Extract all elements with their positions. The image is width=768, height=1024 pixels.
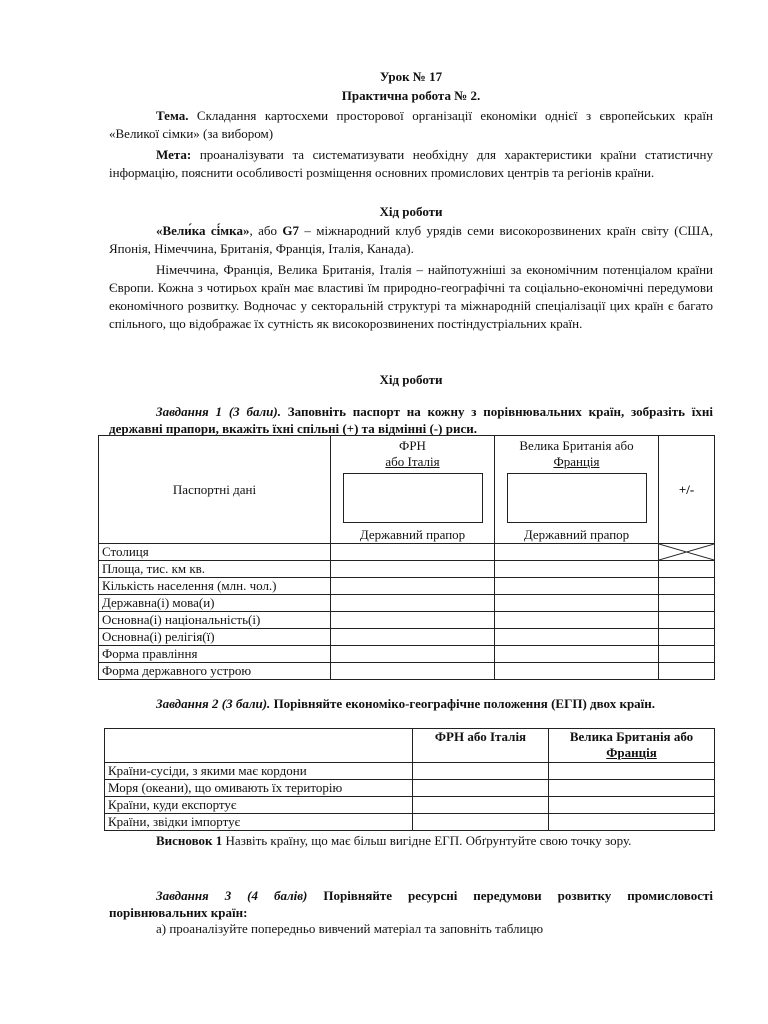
table-row xyxy=(99,629,715,646)
table-row xyxy=(105,797,715,814)
cell-plus-minus[interactable] xyxy=(659,612,715,629)
cell-country-b[interactable] xyxy=(495,646,659,663)
cell-plus-minus[interactable] xyxy=(659,561,715,578)
cell-country-a[interactable] xyxy=(331,629,495,646)
task2-label: Завдання 2 (3 бали). xyxy=(156,696,271,711)
row-label: Основна(і) національність(і) xyxy=(99,612,331,629)
egp-table xyxy=(104,728,715,831)
passport-header-row xyxy=(99,436,715,544)
table-row xyxy=(99,595,715,612)
header-country-a xyxy=(331,436,495,544)
cell-plus-minus[interactable] xyxy=(659,595,715,612)
cell-country-a[interactable] xyxy=(331,578,495,595)
row-label: Столиця xyxy=(99,544,331,561)
cell-country-b[interactable] xyxy=(495,612,659,629)
cell-country-b[interactable] xyxy=(495,561,659,578)
header-passport: Паспортні дані xyxy=(99,436,331,544)
passport-table xyxy=(98,435,715,680)
country-b-line2: Франція xyxy=(606,745,657,760)
goal-label: Мета: xyxy=(156,147,192,162)
egp-header-row xyxy=(105,729,715,763)
table-row xyxy=(99,544,715,561)
task1-label: Завдання 1 (3 бали). xyxy=(156,404,281,419)
cell-country-b[interactable] xyxy=(495,578,659,595)
row-label: Кількість населення (млн. чол.) xyxy=(99,578,331,595)
task3-text: Порівняйте ресурсні передумови розвитку промисловості порівнювальних країн: xyxy=(109,888,713,920)
country-b-line2: Франція xyxy=(553,454,600,469)
cell-country-a[interactable] xyxy=(413,814,549,831)
header-country-b xyxy=(549,729,715,763)
table-row xyxy=(99,561,715,578)
intro-rest: – міжнародний клуб урядів семи високорозвинених країн світу (США, Японія, Німеччина, Британія, Франція, Італія, Канада). xyxy=(109,223,713,256)
cell-country-a[interactable] xyxy=(413,780,549,797)
topic-text: Складання картосхеми просторової організації економіки однієї з європейських країн «Великої сімки» (за вибором) xyxy=(109,108,713,141)
cell-country-b[interactable] xyxy=(549,780,715,797)
cell-plus-minus[interactable] xyxy=(659,663,715,680)
cell-country-b[interactable] xyxy=(495,544,659,561)
section-heading-progress: Хід роботи xyxy=(379,204,443,219)
topic-label: Тема. xyxy=(156,108,189,123)
header-plus-minus: +/- xyxy=(659,436,715,544)
cell-country-b[interactable] xyxy=(549,814,715,831)
cell-country-a[interactable] xyxy=(331,595,495,612)
intro-paragraph-2: Німеччина, Франція, Велика Британія, Італія – найпотужніші за економічним потенціалом країни Європи. Кожна з чотирьох країн має властиві їм природно-географічні та соціально-економічні передумови економічного розвитку. Водночас у секторальній структурі та міжнародній спеціалізації цих країн є багато спільного, що відображає їх сутність як високорозвинених постіндустріальних країн. xyxy=(109,262,713,331)
cell-country-a[interactable] xyxy=(331,544,495,561)
cell-country-a[interactable] xyxy=(413,763,549,780)
country-a-line1: ФРН xyxy=(399,438,426,453)
row-label: Країни, звідки імпортує xyxy=(105,814,413,831)
flag-caption-b: Державний прапор xyxy=(523,527,630,542)
cell-plus-minus[interactable] xyxy=(659,578,715,595)
table-row xyxy=(99,612,715,629)
header-empty xyxy=(105,729,413,763)
intro-paragraph-1 xyxy=(109,222,713,258)
country-b-line1: Велика Британія або xyxy=(519,438,634,453)
conclusion-label: Висновок 1 xyxy=(156,833,223,848)
table-row xyxy=(105,763,715,780)
task3-item-a: а) проаналізуйте попередньо вивчений матеріал та заповніть таблицю xyxy=(156,921,544,936)
cell-country-b[interactable] xyxy=(495,629,659,646)
task1-heading xyxy=(109,403,713,437)
row-label: Державна(і) мова(и) xyxy=(99,595,331,612)
task3-label: Завдання 3 (4 балів) xyxy=(156,888,308,903)
cell-plus-minus[interactable] xyxy=(659,629,715,646)
task3-heading xyxy=(109,887,713,921)
flag-box-b[interactable] xyxy=(507,473,647,523)
cell-country-a[interactable] xyxy=(413,797,549,814)
table-row xyxy=(105,780,715,797)
intro-mid: , або xyxy=(249,223,283,238)
cell-plus-minus[interactable] xyxy=(659,646,715,663)
table-row xyxy=(99,663,715,680)
task1-text: Заповніть паспорт на кожну з порівнювальних країн, зобразіть їхні державні прапори, вкажіть їхні спільні (+) та відмінні (-) риси. xyxy=(109,404,713,436)
conclusion-1 xyxy=(109,832,713,850)
conclusion-text: Назвіть країну, що має більш вигідне ЕГП. Обґрунтуйте свою точку зору. xyxy=(222,833,632,848)
table-row xyxy=(105,814,715,831)
header-country-b xyxy=(495,436,659,544)
cell-crossed-out xyxy=(659,544,715,561)
table-row xyxy=(99,646,715,663)
cross-mark-icon xyxy=(659,544,714,560)
row-label: Моря (океани), що омивають їх територію xyxy=(105,780,413,797)
task2-heading xyxy=(109,695,713,712)
flag-caption-a: Державний прапор xyxy=(359,527,466,542)
goal-paragraph xyxy=(109,146,713,182)
country-b-line1: Велика Британія або xyxy=(569,729,694,744)
cell-country-b[interactable] xyxy=(495,595,659,612)
cell-country-b[interactable] xyxy=(549,763,715,780)
cell-country-a[interactable] xyxy=(331,646,495,663)
goal-text: проаналізувати та систематизувати необхідну для характеристики країни статистичну інформацію, пояснити особливості розміщення основних промислових центрів та регіонів країни. xyxy=(109,147,713,180)
cell-country-b[interactable] xyxy=(549,797,715,814)
task2-text: Порівняйте економіко-географічне положення (ЕГП) двох країн. xyxy=(270,696,656,711)
row-label: Площа, тис. км кв. xyxy=(99,561,331,578)
cell-country-a[interactable] xyxy=(331,612,495,629)
cell-country-a[interactable] xyxy=(331,663,495,680)
section-heading-progress-2: Хід роботи xyxy=(379,372,443,387)
g7-term: «Вели́ка сі́мка» xyxy=(156,223,250,238)
table-row xyxy=(99,578,715,595)
header-country-a: ФРН або Італія xyxy=(413,729,549,763)
g7-abbrev: G7 xyxy=(282,223,299,238)
lesson-number: Урок № 17 xyxy=(379,69,443,84)
country-a-line2: або Італія xyxy=(385,454,440,469)
topic-paragraph xyxy=(109,107,713,143)
row-label: Країни-сусіди, з якими має кордони xyxy=(105,763,413,780)
row-label: Форма правління xyxy=(99,646,331,663)
flag-box-a[interactable] xyxy=(343,473,483,523)
row-label: Форма державного устрою xyxy=(99,663,331,680)
row-label: Основна(і) релігія(ї) xyxy=(99,629,331,646)
practical-title: Практична робота № 2. xyxy=(341,88,481,103)
cell-country-b[interactable] xyxy=(495,663,659,680)
row-label: Країни, куди експортує xyxy=(105,797,413,814)
cell-country-a[interactable] xyxy=(331,561,495,578)
